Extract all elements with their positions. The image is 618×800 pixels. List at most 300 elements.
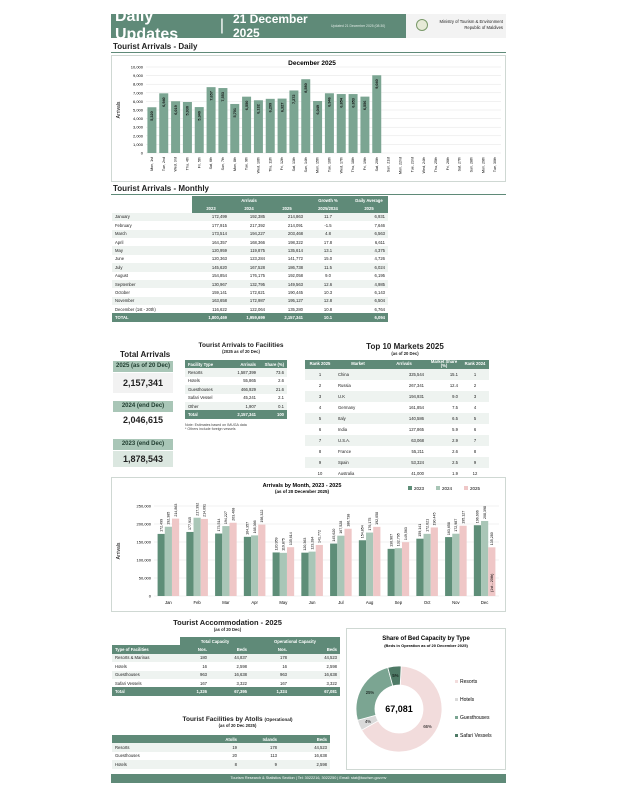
- month-total-row-cell: 1,800,469: [192, 313, 230, 321]
- month-row-cell: September: [112, 280, 192, 288]
- month-total-row-cell: TOTAL: [112, 313, 192, 321]
- market-row: [305, 369, 489, 380]
- x-tick-label: Fri, 5th: [197, 157, 202, 169]
- accommodation-row-cell: 16: [282, 663, 287, 669]
- x-tick-label: Tue, 23rd: [410, 157, 415, 173]
- month-row-cell: 4,985: [350, 280, 388, 288]
- daily-bar-label: 5,701: [233, 107, 238, 118]
- x-tick-label: Sun, 21st: [386, 157, 391, 173]
- ministry-country: Republic of Maldives: [464, 24, 503, 30]
- facility-row-cell: 1,907: [223, 402, 259, 410]
- month-bar: [366, 533, 373, 596]
- market-row-cell: 2.9: [427, 435, 461, 446]
- month-bar-label: 203,468: [231, 507, 236, 521]
- market-row-cell: 6: [318, 426, 322, 432]
- daily-bar-label: 6,550: [244, 100, 249, 111]
- facility-total-row-cell: 2,157,341: [223, 410, 259, 418]
- facility-row-cell: 466,929: [223, 385, 259, 393]
- month-row-cell: 120,363: [211, 256, 227, 262]
- month-bar-label: 214,091: [202, 503, 207, 517]
- accommodation-row-cell: 16,638: [210, 671, 250, 679]
- header-bar: [111, 8, 406, 43]
- y-tick-label: 7,000: [132, 90, 143, 96]
- month-row-cell: 203,468: [268, 230, 306, 238]
- accommodation-row: [112, 671, 340, 679]
- month-row-cell: 12.6: [306, 280, 350, 288]
- month-bar: [301, 553, 308, 596]
- monthly-table-wrap: [112, 196, 388, 322]
- bed-share-box: [346, 628, 506, 770]
- month-bar-label: 119,875: [281, 538, 286, 551]
- month-bar-label: 154,854: [360, 525, 365, 539]
- legend-swatch: [455, 680, 458, 683]
- daily-bar-label: 6,327: [280, 102, 285, 113]
- y-tick-label: 250,000: [136, 503, 151, 509]
- y-tick-label: 10,000: [130, 64, 143, 70]
- daily-bar-label: 5,320: [150, 111, 155, 121]
- y-tick-label: 1,000: [132, 141, 143, 147]
- legend-swatch: [455, 734, 458, 737]
- month-total-row-cell: 10.1: [306, 313, 350, 321]
- month-bar-label: 123,284: [310, 536, 315, 550]
- daily-bar-label: 8,580: [304, 83, 309, 93]
- daily-bar-label: 6,132: [256, 104, 261, 114]
- market-row: [305, 380, 489, 391]
- x-tick-label: Mar: [222, 600, 230, 605]
- daily-bar-label: 6,854: [339, 98, 344, 108]
- market-row-cell: 2: [318, 382, 322, 388]
- month-row-cell: 122,064: [249, 306, 265, 312]
- month-bar-label: 120,959: [274, 537, 279, 551]
- month-bar: [431, 527, 438, 596]
- updated-stamp: Updated 21 December 2025 (08:30): [331, 24, 386, 28]
- top10-col-header: Market Share (%): [427, 360, 461, 369]
- report-date: 21 December 2025: [233, 12, 308, 40]
- y-axis-label: Arrivals: [116, 101, 122, 119]
- accommodation-row-cell: Resorts & Marinas: [112, 654, 180, 662]
- x-tick-label: Nov: [452, 600, 460, 605]
- market-row-cell: 6.5: [427, 413, 461, 424]
- daily-bar-label: 5,340: [197, 111, 202, 121]
- y-tick-label: 2,000: [132, 133, 143, 139]
- y-tick-label: 6,000: [132, 98, 143, 104]
- x-tick-label: Jul: [338, 600, 344, 605]
- month-row-cell: 159,141: [211, 289, 227, 295]
- y-tick-label: 8,000: [132, 81, 143, 87]
- month-row: [112, 230, 388, 238]
- atoll-row-cell: 16,638: [314, 753, 327, 759]
- month-row-cell: 141,772: [287, 256, 303, 262]
- arrivals-header: Arrivals: [192, 196, 306, 204]
- month-row-cell: 6,931: [350, 213, 388, 221]
- x-tick-label: Mon, 8th: [232, 157, 237, 171]
- month-row-cell: August: [115, 273, 129, 279]
- x-tick-label: Sat, 13th: [291, 157, 296, 172]
- legend-swatch: [408, 486, 412, 490]
- month-row: [112, 305, 388, 313]
- month-bar: [359, 540, 366, 596]
- y-tick-label: 0: [140, 150, 143, 156]
- accommodation-total-row: [112, 687, 340, 695]
- type-header: Type of Facilities: [112, 645, 180, 653]
- month-bar-label: 132,795: [396, 533, 401, 547]
- accommodation-row: [112, 679, 340, 687]
- market-row-cell: 7: [305, 435, 335, 446]
- top10-col-header: Market: [335, 360, 381, 369]
- month-bar: [459, 526, 466, 596]
- month-row-cell: 172,621: [249, 289, 265, 295]
- month-row: [112, 238, 388, 246]
- month-bar: [452, 534, 459, 596]
- month-bar: [309, 552, 316, 596]
- x-tick-label: Tue, 30th: [493, 157, 498, 173]
- accommodation-row-cell: 3,322: [236, 680, 247, 686]
- month-total-row: [112, 313, 388, 321]
- legend-label: Resorts: [460, 679, 478, 685]
- atoll-row-cell: 8: [200, 760, 240, 768]
- month-row-cell: May: [112, 246, 192, 254]
- footer: Tourism Research & Statistics Section | Tel: 3022216, 3022250 | Email: stat@tourism.gov.mv: [111, 774, 506, 783]
- market-row-cell: 8: [318, 448, 322, 454]
- chart-title: Share of Bed Capacity by Type: [382, 636, 470, 642]
- accommodation-total-row-cell: 1,324: [250, 687, 290, 695]
- accommodation-row-cell: 178: [250, 654, 290, 662]
- month-bar: [244, 537, 251, 596]
- x-tick-label: May: [279, 600, 288, 605]
- facility-row-cell: 45,241: [243, 395, 256, 401]
- accommodation-row-cell: 16: [202, 663, 207, 669]
- facility-row-cell: Safari Vessel: [188, 395, 213, 401]
- month-row-cell: 9.0: [325, 273, 331, 279]
- month-total-row-cell: 2,157,341: [268, 313, 306, 321]
- month-bar-label: 195,127: [461, 510, 466, 524]
- month-total-row-cell: 6,094: [350, 313, 388, 321]
- month-row-cell: 177,915: [211, 222, 227, 228]
- atoll-row-cell: Resorts: [112, 743, 200, 751]
- facility-row: [185, 368, 287, 376]
- emblem-icon: [416, 19, 428, 31]
- x-tick-label: Tue, 2nd: [161, 157, 166, 172]
- month-row-cell: 6,764: [374, 306, 385, 312]
- facility-row-cell: Other: [185, 402, 223, 410]
- nos-header: Nos.: [180, 645, 210, 653]
- atoll-row-cell: Hotels: [112, 760, 200, 768]
- x-tick-label: Sun, 7th: [220, 157, 225, 171]
- month-row: [112, 246, 388, 254]
- atoll-row: [112, 743, 330, 751]
- month-row-cell: February: [115, 222, 132, 228]
- market-row-cell: 267,341: [408, 382, 424, 388]
- month-bar: [481, 521, 488, 596]
- top10-table-wrap: [305, 360, 489, 479]
- month-row-cell: 163,658: [192, 297, 230, 305]
- market-row-cell: 3: [305, 391, 335, 402]
- month-bar: [280, 553, 287, 596]
- month-row-cell: 116,622: [212, 306, 227, 312]
- col-2024: 2024: [230, 204, 268, 212]
- title-separator: |: [219, 17, 225, 34]
- x-tick-label: Thu, 4th: [185, 157, 190, 171]
- market-row-cell: 55,211: [411, 448, 424, 454]
- month-row-cell: 190,445: [287, 289, 303, 295]
- atoll-row-cell: 19: [200, 743, 240, 751]
- top10-col-header: Arrivals: [381, 360, 427, 369]
- accommodation-heading: [150, 618, 305, 632]
- month-total-row-cell: 1,959,699: [230, 313, 268, 321]
- legend-label: 2023: [414, 486, 425, 491]
- daily-bar-label: 6,556: [363, 100, 368, 111]
- accommodation-row-cell: 3,322: [326, 680, 337, 686]
- facilities-title: Tourist Arrivals to Facilities: [198, 342, 284, 349]
- month-bar-label: 149,563: [403, 527, 408, 541]
- month-row-cell: 195,127: [268, 297, 306, 305]
- month-bar-label: 167,528: [339, 520, 344, 534]
- legend-swatch: [455, 698, 458, 701]
- month-row-cell: 6,563: [350, 230, 388, 238]
- x-tick-label: Jan: [164, 600, 172, 605]
- month-bar-label: 194,227: [224, 511, 229, 525]
- facility-total-row: [185, 410, 287, 418]
- month-bar: [395, 548, 402, 596]
- accommodation-subtitle: (as of 20 Dec): [213, 627, 242, 632]
- y-tick-label: 4,000: [132, 116, 143, 122]
- month-row: [112, 297, 388, 305]
- y-tick-label: 150,000: [136, 539, 151, 545]
- daily-section-title: Tourist Arrivals - Daily: [113, 42, 198, 51]
- month-row-cell: 145,620: [192, 263, 230, 271]
- month-bar-label: 198,322: [260, 509, 265, 523]
- atoll-row-cell: 44,523: [280, 743, 330, 751]
- x-tick-label: Sat, 27th: [457, 157, 462, 172]
- kpi-2024-label: 2024 (end Dec): [113, 401, 173, 412]
- month-row-cell: 168,366: [249, 239, 265, 245]
- month-row-cell: 15.0: [323, 256, 333, 262]
- chart-subtitle: (Beds in Operation as of 20 December 2025): [384, 643, 468, 648]
- market-row: [305, 424, 489, 435]
- x-tick-label: Sep: [394, 600, 403, 605]
- market-row-cell: 4: [318, 404, 322, 410]
- arrivals-by-month-chart: [112, 478, 505, 611]
- op-beds-header: Beds: [290, 645, 340, 653]
- month-row: [112, 213, 388, 221]
- accommodation-row: [112, 654, 340, 662]
- month-row-cell: 12.8: [306, 297, 350, 305]
- month-bar: [316, 545, 323, 596]
- facility-total-row-cell: 100: [259, 410, 287, 418]
- facility-total-row-cell: Total: [185, 410, 223, 418]
- atolls-title-text: Tourist Facilities by Atolls: [182, 716, 263, 723]
- market-row-cell: China: [335, 369, 381, 380]
- month-row-cell: April: [115, 239, 124, 245]
- month-row-cell: 17.8: [323, 239, 333, 245]
- daily-bar-label: 7,553: [221, 92, 226, 102]
- month-row-cell: June: [115, 256, 125, 262]
- month-bar-label: 196,606: [475, 510, 480, 524]
- bed-share-chart: [347, 629, 505, 769]
- top10-subtitle: (as of 20 Dec): [391, 351, 419, 356]
- month-row-cell: 214,863: [268, 213, 306, 221]
- month-bar: [186, 532, 193, 596]
- month-bar: [287, 547, 294, 596]
- facility-row: [185, 385, 287, 393]
- facilities-note2: * Others include foreign vessels: [185, 426, 236, 431]
- facilities-table-wrap: [185, 360, 287, 431]
- pie-center-label: 67,081: [385, 704, 413, 714]
- accommodation-row-cell: 44,837: [210, 654, 250, 662]
- x-tick-label: Thu, 11th: [268, 157, 273, 172]
- month-row-cell: 186,738: [268, 263, 306, 271]
- month-row: [112, 221, 388, 229]
- month-row-cell: 11.5: [306, 263, 350, 271]
- month-bar: [373, 527, 380, 596]
- month-row-cell: 6,611: [374, 239, 385, 245]
- month-bar-label: 130,967: [389, 533, 394, 547]
- month-bar: [194, 518, 201, 596]
- facility-row: [185, 377, 287, 385]
- month-bar-label: 172,499: [159, 518, 164, 532]
- market-row: [305, 446, 489, 457]
- month-row-cell: 135,280: [287, 306, 303, 312]
- x-tick-label: Oct: [423, 600, 431, 605]
- month-bar: [172, 519, 179, 596]
- x-tick-label: Fri, 12th: [280, 157, 285, 171]
- month-row-cell: 135,614: [268, 246, 306, 254]
- month-bar-label: 192,385: [166, 511, 171, 525]
- market-row-cell: 161,854: [408, 404, 424, 410]
- x-tick-label: Sat, 6th: [209, 157, 214, 170]
- x-tick-label: Wed, 3rd: [173, 157, 178, 172]
- daily-avg-header: Daily Average: [350, 196, 388, 204]
- market-row: [305, 391, 489, 402]
- month-bar-label: 186,738: [346, 513, 351, 527]
- month-row-cell: 6,195: [374, 273, 385, 279]
- top10-col-header: Rank 2024: [461, 360, 489, 369]
- month-row-cell: 149,563: [268, 280, 306, 288]
- daily-bar-label: 9,040: [375, 79, 380, 89]
- month-row-cell: 13.1: [306, 246, 350, 254]
- month-row-cell: 120,959: [192, 246, 230, 254]
- legend-label: Guesthouses: [460, 715, 490, 721]
- x-tick-label: Mon, 22nd: [398, 157, 403, 174]
- market-row-cell: 63,068: [381, 435, 427, 446]
- pie-slice-label: 5%: [392, 673, 399, 679]
- kpi-title: Total Arrivals: [120, 350, 171, 359]
- monthly-chart-box: [111, 477, 506, 612]
- month-row-cell: 214,091: [287, 222, 303, 228]
- accommodation-row-cell: 180: [180, 654, 210, 662]
- beds-header: Beds: [210, 645, 250, 653]
- kpi-2025-value: 2,157,341: [113, 373, 173, 393]
- facility-row-cell: Guesthouses: [185, 385, 223, 393]
- month-row-cell: 119,875: [230, 246, 268, 254]
- month-bar: [258, 525, 265, 596]
- daily-arrivals-chart: [112, 56, 505, 181]
- month-row-cell: 130,967: [192, 280, 230, 288]
- month-row-cell: 6,504: [350, 297, 388, 305]
- x-tick-label: Aug: [365, 600, 374, 605]
- x-tick-label: Apr: [251, 600, 258, 605]
- atoll-row-cell: 9: [240, 760, 280, 768]
- month-row-cell: November: [112, 297, 192, 305]
- x-tick-label: Fri, 26th: [445, 157, 450, 171]
- month-row: [112, 280, 388, 288]
- accommodation-total-row-cell: Total: [112, 687, 180, 695]
- market-row-cell: Italy: [335, 413, 381, 424]
- accommodation-table-wrap: [112, 637, 340, 696]
- month-row-cell: 154,854: [211, 273, 227, 279]
- y-tick-label: 5,000: [132, 107, 143, 113]
- month-bar-label: 208,398: [482, 505, 487, 519]
- month-bar-label: 163,658: [446, 522, 451, 536]
- market-row: [305, 435, 489, 446]
- daily-bar-label: 6,049: [315, 104, 320, 115]
- y-tick-label: 0: [148, 593, 151, 599]
- market-row-cell: 5: [461, 413, 489, 424]
- facility-row-cell: 2.6: [278, 378, 284, 384]
- month-row-cell: 132,795: [230, 280, 268, 288]
- x-tick-label: Tue, 9th: [244, 157, 249, 171]
- month-bar: [222, 526, 229, 596]
- month-bar-label: 177,915: [188, 516, 193, 530]
- month-row-cell: 167,528: [230, 263, 268, 271]
- month-bar: [337, 536, 344, 596]
- x-tick-label: Mon, 29th: [481, 157, 486, 173]
- month-bar: [416, 539, 423, 596]
- legend-label: 2024: [442, 486, 453, 491]
- accommodation-row-cell: Safari Vessels: [115, 680, 142, 686]
- atoll-row-cell: 2,598: [280, 760, 330, 768]
- x-tick-label: Wed, 24th: [422, 157, 427, 174]
- accommodation-total-row-cell: 67,081: [290, 687, 340, 695]
- month-bar: [445, 537, 452, 596]
- legend-label: 2025: [470, 486, 481, 491]
- atoll-row: [112, 760, 330, 768]
- month-bar: [229, 523, 236, 596]
- daily-bar-label: 6,299: [268, 102, 273, 113]
- month-bar: [158, 534, 165, 596]
- accommodation-row-cell: 167: [200, 680, 207, 686]
- month-row-cell: -1.5: [324, 222, 332, 228]
- month-bar-label: 145,620: [331, 528, 336, 542]
- market-row-cell: U.K: [335, 391, 381, 402]
- ministry-name: Ministry of Tourism & Environment: [439, 19, 503, 24]
- facility-col-header: Facility Type: [185, 360, 223, 368]
- month-row: [112, 263, 388, 271]
- month-bar-label: 120,363: [303, 537, 308, 551]
- month-bar-label: 217,392: [195, 502, 200, 516]
- market-row-cell: 5: [305, 413, 335, 424]
- atolls-table-wrap: [112, 735, 330, 769]
- market-row-cell: Germany: [338, 404, 356, 410]
- month-row: [112, 288, 388, 296]
- facility-col-header: Share (%): [259, 360, 287, 368]
- market-row-cell: 194,931: [381, 391, 427, 402]
- total-capacity-header: Total Capacity: [180, 637, 250, 645]
- month-row-cell: 123,284: [249, 256, 265, 262]
- x-tick-label: Mon, 15th: [315, 157, 320, 173]
- pie-slice-label: 25%: [365, 689, 375, 695]
- x-tick-label: Tue, 16th: [327, 157, 332, 173]
- month-bar-label: 173,514: [216, 518, 221, 532]
- y-axis-label: Arrivals: [116, 542, 122, 560]
- market-row-cell: 1.9: [452, 470, 458, 476]
- accommodation-total-row-cell: 1,326: [180, 687, 210, 695]
- daily-bar-label: 5,930: [185, 106, 190, 116]
- legend-swatch: [436, 486, 440, 490]
- atoll-row-cell: Guesthouses: [115, 753, 140, 759]
- month-bar-label: 168,366: [252, 520, 257, 534]
- kpi-2023-value: 1,878,543: [113, 451, 173, 467]
